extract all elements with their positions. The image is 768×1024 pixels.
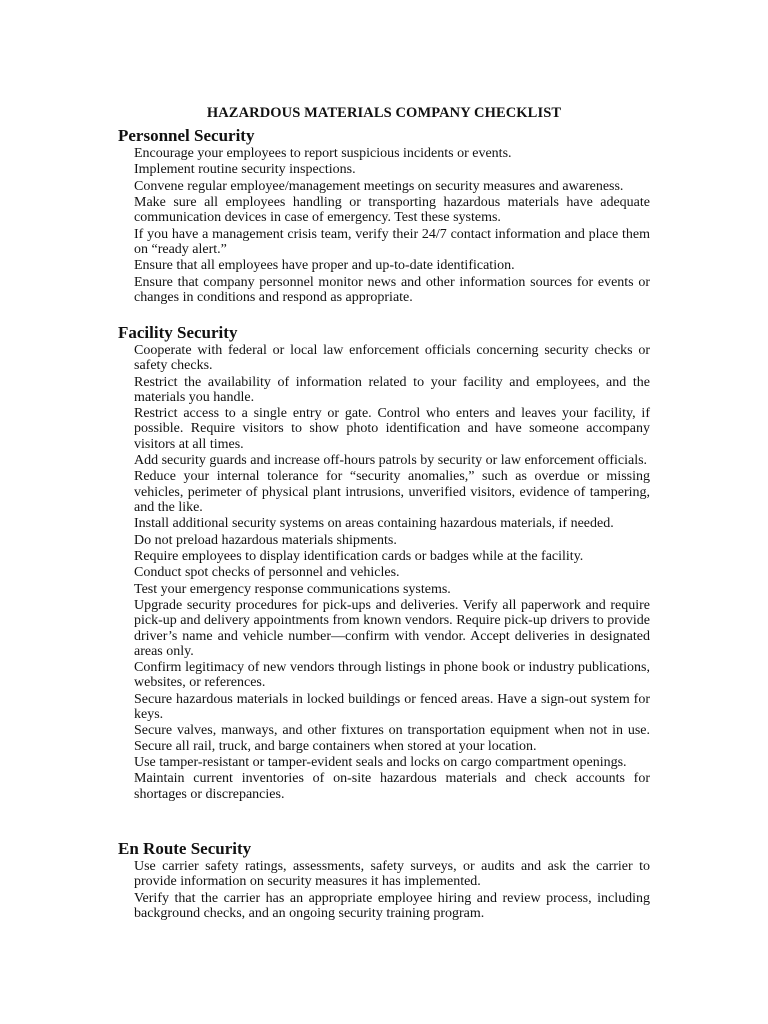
checklist-item: Verify that the carrier has an appropriate employee hiring and review process, including background checks, and an ongoing security training program.: [134, 890, 650, 921]
section-heading: Personnel Security: [118, 126, 255, 145]
checklist-item: Implement routine security inspections.: [134, 162, 356, 178]
checklist-item: Use carrier safety ratings, assessments, safety surveys, or audits and ask the carrier to provide information on security measures it has implemented.: [134, 859, 650, 890]
checklist: [118, 343, 650, 802]
checklist: [118, 146, 650, 305]
checklist-item: Maintain current inventories of on-site hazardous materials and check accounts for shortages or discrepancies.: [134, 771, 650, 802]
checklist-item: Reduce your internal tolerance for “security anomalies,” such as overdue or missing vehicles, perimeter of physical plant intrusions, unverified visitors, evidence of tampering, and the like.: [134, 469, 650, 515]
checklist-item: Restrict access to a single entry or gate. Control who enters and leaves your facility, if possible. Require visitors to show photo identification and have someone accompany visitors at all times.: [134, 406, 650, 452]
section-en-route-security: [118, 839, 650, 922]
checklist-item: If you have a management crisis team, verify their 24/7 contact information and place them on “ready alert.”: [134, 226, 650, 257]
checklist-item: Confirm legitimacy of new vendors through listings in phone book or industry publications, websites, or references.: [134, 660, 650, 691]
checklist-item: Convene regular employee/management meetings on security measures and awareness.: [134, 178, 624, 194]
checklist-item: Ensure that company personnel monitor news and other information sources for events or changes in conditions and respond as appropriate.: [134, 274, 650, 305]
section-heading: Facility Security: [118, 323, 238, 342]
checklist-item: Install additional security systems on areas containing hazardous materials, if needed.: [134, 516, 614, 532]
section-personnel-security: [118, 126, 650, 306]
checklist-item: Make sure all employees handling or transporting hazardous materials have adequate communication devices in case of emergency. Test these systems.: [134, 195, 650, 226]
checklist-item: Upgrade security procedures for pick-ups and deliveries. Verify all paperwork and require pick-up and delivery appointments from known vendors. Require pick-up drivers to provide driver’s name and vehicle number—confirm with vendor. Accept deliveries in designated areas only.: [134, 598, 650, 659]
checklist-item: Test your emergency response communications systems.: [134, 581, 451, 597]
checklist-item: Secure valves, manways, and other fixtures on transportation equipment when not in use. Secure all rail, truck, and barge containers when stored at your location.: [134, 723, 650, 754]
checklist-item: Add security guards and increase off-hours patrols by security or law enforcement officials.: [134, 452, 648, 468]
checklist: [118, 859, 650, 921]
checklist-item: Require employees to display identification cards or badges while at the facility.: [134, 548, 584, 564]
checklist-item: Conduct spot checks of personnel and vehicles.: [134, 565, 400, 581]
checklist-item: Cooperate with federal or local law enforcement officials concerning security checks or safety checks.: [134, 343, 650, 374]
checklist-item: Ensure that all employees have proper and up-to-date identification.: [134, 258, 515, 274]
checklist-item: Restrict the availability of information related to your facility and employees, and the materials you handle.: [134, 374, 650, 405]
checklist-item: Use tamper-resistant or tamper-evident seals and locks on cargo compartment openings.: [134, 754, 627, 770]
checklist-item: Secure hazardous materials in locked buildings or fenced areas. Have a sign-out system for keys.: [134, 691, 650, 722]
checklist-item: Do not preload hazardous materials shipments.: [134, 532, 397, 548]
checklist-item: Encourage your employees to report suspicious incidents or events.: [134, 146, 512, 161]
section-heading: En Route Security: [118, 839, 252, 858]
document-title: HAZARDOUS MATERIALS COMPANY CHECKLIST: [206, 105, 562, 121]
section-facility-security: [118, 323, 650, 803]
